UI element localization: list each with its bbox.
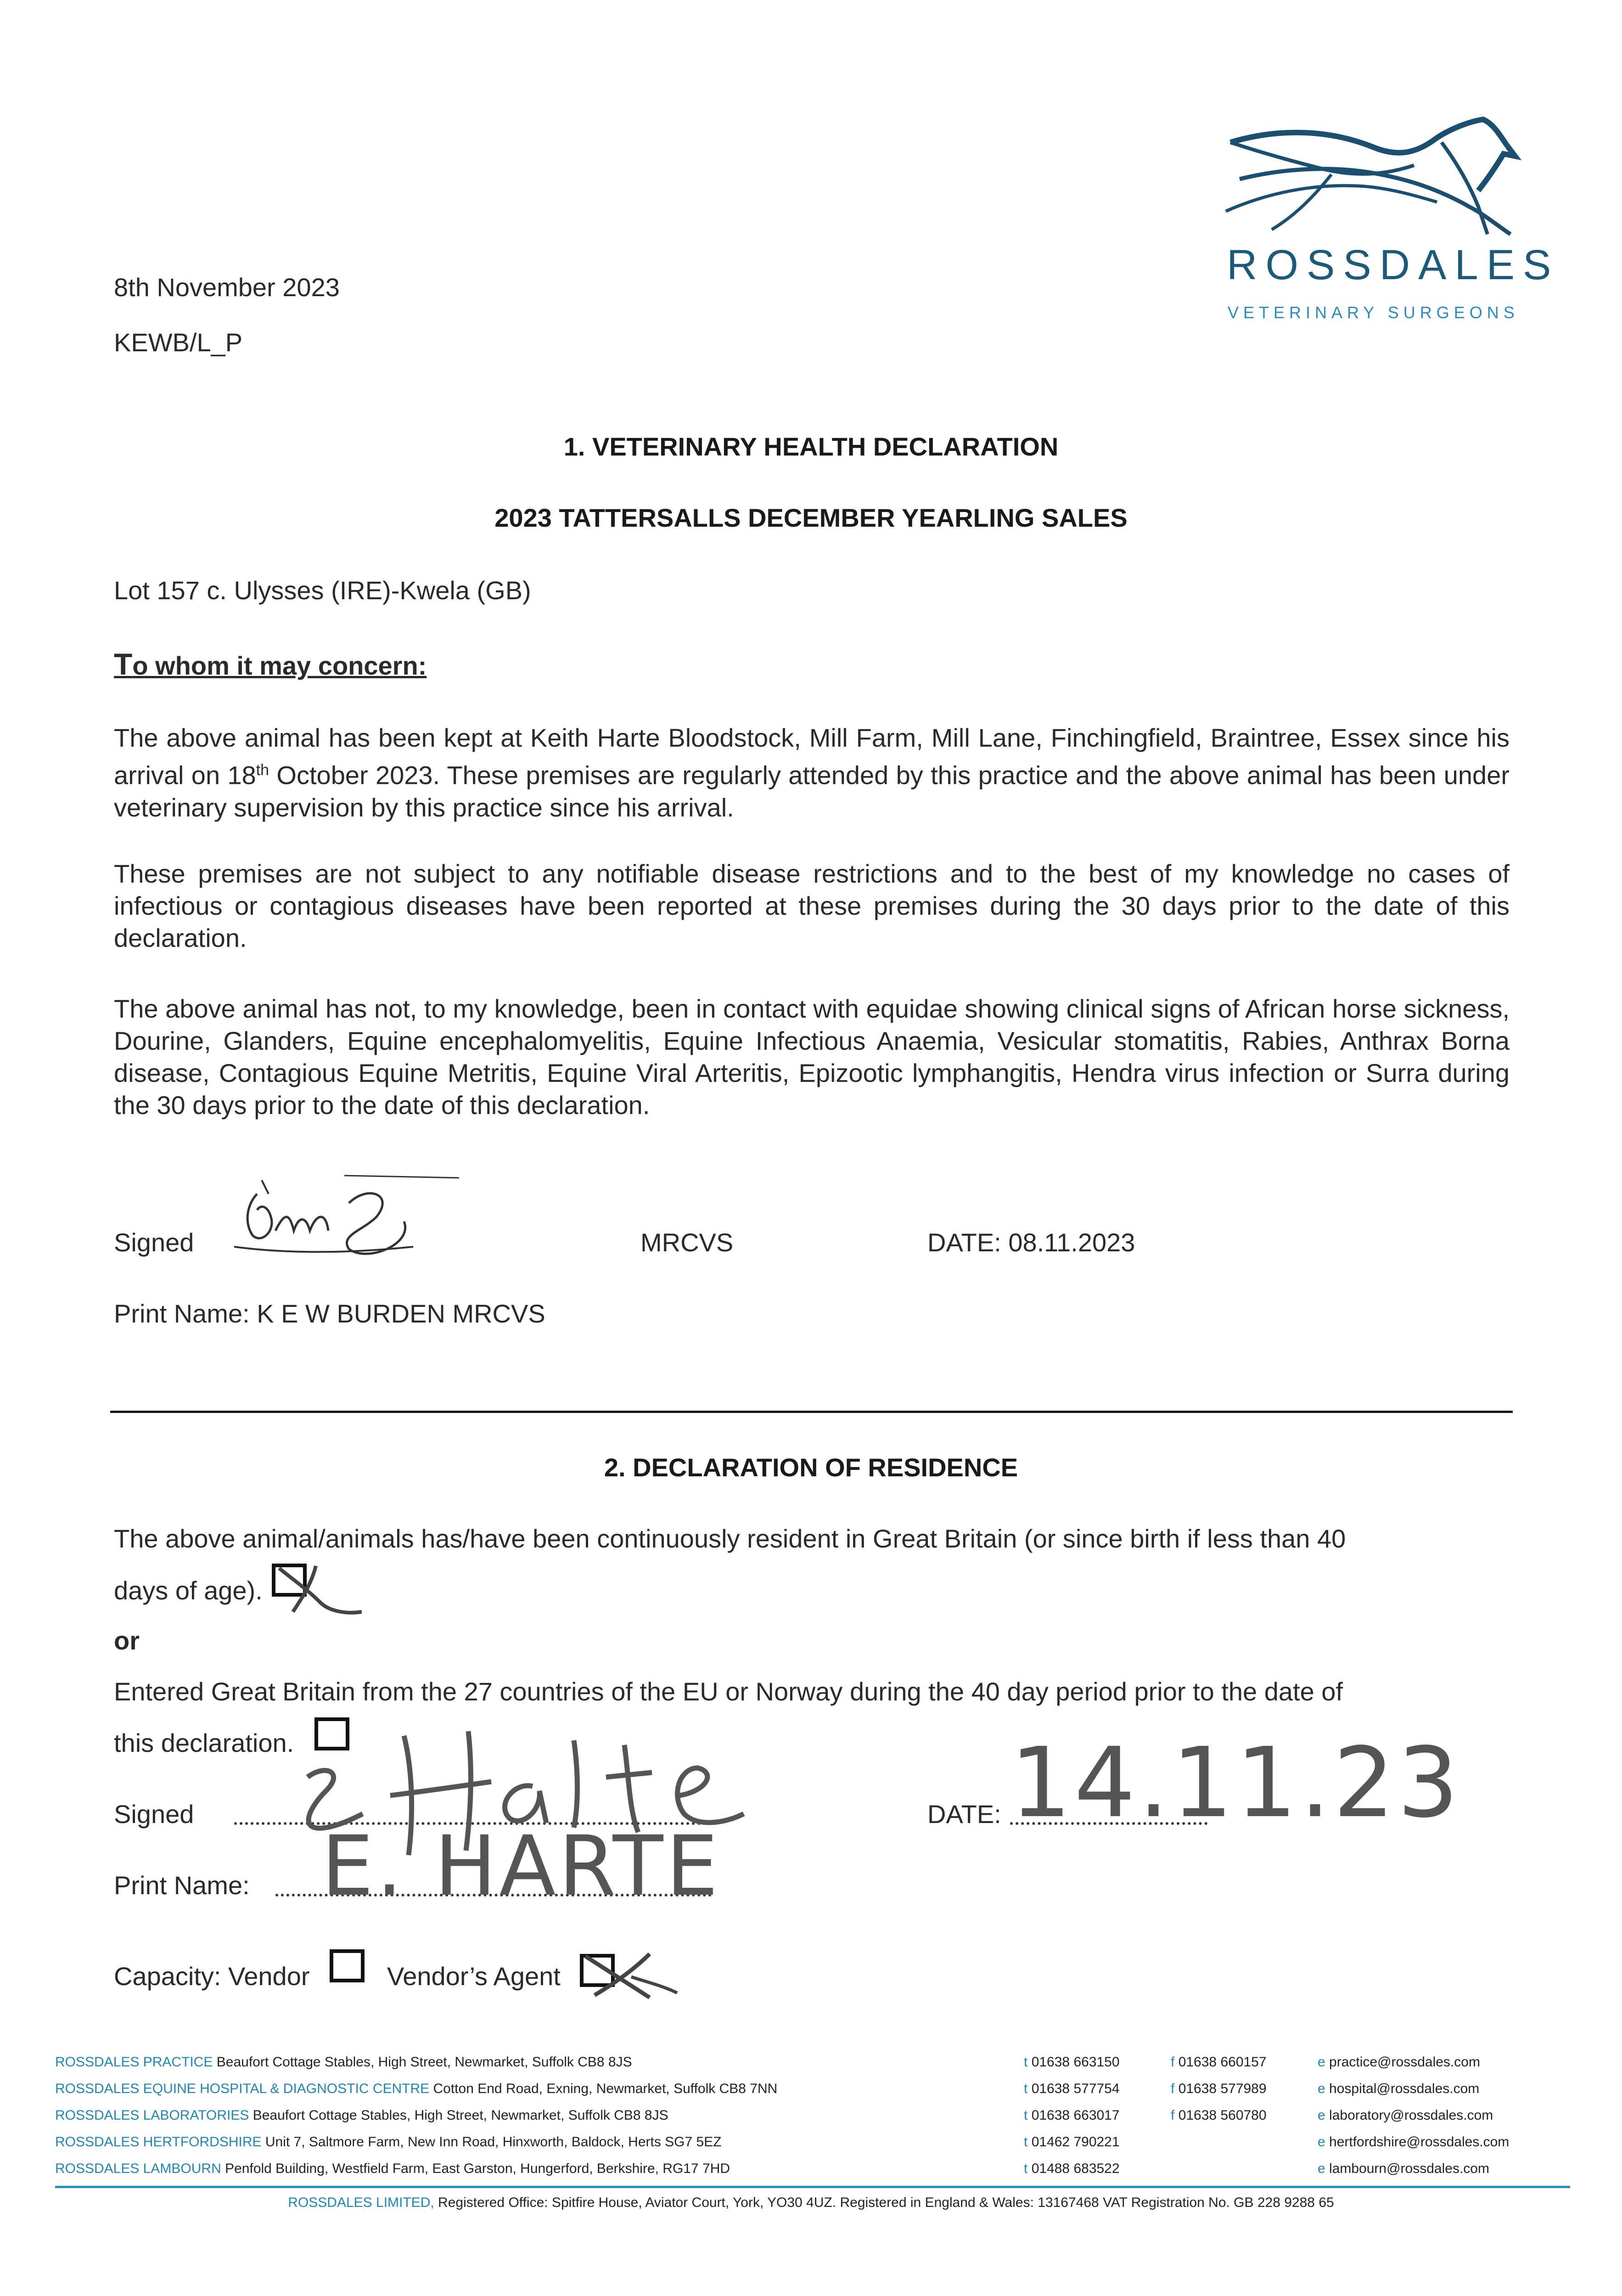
footer-row-lambourn: ROSSDALES LAMBOURN Penfold Building, Westfield Farm, East Garston, Hungerford, Berkshire, RG17 7HD t 01488 683522 e lambourn@rossdales.com bbox=[55, 2161, 1489, 2176]
footer-email-link[interactable]: lambourn@rossdales.com bbox=[1329, 2161, 1489, 2176]
section2-title: 2. DECLARATION OF RESIDENCE bbox=[604, 1453, 1018, 1482]
residence-option2-line2: this declaration. bbox=[114, 1728, 294, 1757]
logo-subtitle: VETERINARY SURGEONS bbox=[1228, 303, 1519, 322]
section2-signed-label: Signed bbox=[114, 1800, 194, 1829]
lot-description: Lot 157 c. Ulysses (IRE)-Kwela (GB) bbox=[114, 576, 531, 605]
capacity-vendor-label: Capacity: Vendor bbox=[114, 1962, 310, 1991]
footer-row-hospital: ROSSDALES EQUINE HOSPITAL & DIAGNOSTIC CENTRE Cotton End Road, Exning, Newmarket, Suffolk CB8 7NN t 01638 577754 f 01638 577989 e hospital@rossdales.com bbox=[55, 2081, 1480, 2096]
capacity-vendors-agent-label: Vendor’s Agent bbox=[387, 1962, 561, 1991]
footer-email-link[interactable]: hertfordshire@rossdales.com bbox=[1329, 2134, 1510, 2150]
salutation bbox=[114, 647, 427, 682]
footer-email-link[interactable]: laboratory@rossdales.com bbox=[1329, 2108, 1493, 2123]
veterinarian-signature bbox=[230, 1166, 468, 1258]
section2-print-name-label: Print Name: bbox=[114, 1871, 250, 1900]
footer-divider bbox=[55, 2186, 1570, 2188]
handwritten-name: E. HARTE bbox=[321, 1818, 721, 1914]
footer-email-link[interactable]: hospital@rossdales.com bbox=[1329, 2081, 1480, 2096]
handwritten-cross-mark bbox=[576, 1949, 682, 2004]
footer-row-practice: ROSSDALES PRACTICE Beaufort Cottage Stables, High Street, Newmarket, Suffolk CB8 8JS t 01638 663150 f 01638 660157 e practice@rossdales.com bbox=[55, 2054, 1480, 2070]
section1-print-name: Print Name: K E W BURDEN MRCVS bbox=[114, 1299, 545, 1328]
section-divider bbox=[110, 1411, 1513, 1413]
or-label: or bbox=[114, 1626, 140, 1655]
handwritten-check-mark bbox=[275, 1561, 366, 1621]
company-logo bbox=[1221, 110, 1560, 331]
mrcvs-label: MRCVS bbox=[640, 1228, 734, 1257]
paragraph-2: These premises are not subject to any notifiable disease restrictions and to the best of my knowledge no cases of infectious or contagious diseases have been reported at these premises during the 30 days prior to the date of this declaration. bbox=[114, 859, 1510, 952]
paragraph-3: The above animal has not, to my knowledge, been in contact with equidae showing clinical signs of African horse sickness, Dourine, Glanders, Equine encephalomyelitis, Equine Infectious Anaemia, Vesicular stomatitis, Rabies, Anthrax Borna disease, Contagious Equine Metritis, Equine Viral Arteritis, Epizootic lymphangitis, Hendra virus infection or Surra during the 30 days prior to the date of this declaration. bbox=[114, 994, 1510, 1120]
footer-email-link[interactable]: practice@rossdales.com bbox=[1329, 2054, 1480, 2070]
footer-row-laboratories: ROSSDALES LABORATORIES Beaufort Cottage Stables, High Street, Newmarket, Suffolk CB8 8JS t 01638 663017 f 01638 560780 e laboratory@rossdales.com bbox=[55, 2108, 1493, 2123]
footer-registered-office: ROSSDALES LIMITED, Registered Office: Spitfire House, Aviator Court, York, YO30 4UZ. Registered in England & Wales: 13167468 VAT Registration No. GB 228 9288 65 bbox=[288, 2195, 1334, 2210]
section2-date-label: DATE: bbox=[927, 1800, 1001, 1829]
residence-option1-line1: The above animal/animals has/have been continuously resident in Great Britain (or since birth if less than 40 bbox=[114, 1524, 1346, 1553]
section1-subtitle: 2023 TATTERSALLS DECEMBER YEARLING SALES bbox=[494, 503, 1128, 532]
salutation-rest: o whom it may concern: bbox=[132, 651, 427, 680]
reference-code: KEWB/L_P bbox=[114, 328, 243, 357]
footer-contacts bbox=[55, 2049, 1570, 2182]
footer-row-hertfordshire: ROSSDALES HERTFORDSHIRE Unit 7, Saltmore Farm, New Inn Road, Hinxworth, Baldock, Herts SG7 5EZ t 01462 790221 e hertfordshire@rossdales.com bbox=[55, 2134, 1510, 2150]
paragraph-1: The above animal has been kept at Keith Harte Bloodstock, Mill Farm, Mill Lane, Finchingfield, Braintree, Essex since his arrival on 18th October 2023. These premises are regularly attended by this practice and the above animal has been under veterinary supervision by this practice since his arrival. bbox=[114, 723, 1510, 822]
capacity-vendor-checkbox[interactable] bbox=[330, 1949, 365, 1982]
section1-title: 1. VETERINARY HEALTH DECLARATION bbox=[563, 432, 1059, 461]
handwritten-date: 14.11.23 bbox=[1010, 1727, 1462, 1839]
salutation-first-letter: T bbox=[114, 647, 133, 681]
section1-signed-label: Signed bbox=[114, 1228, 194, 1257]
logo-brand: ROSSDALES bbox=[1227, 242, 1560, 288]
letter-date: 8th November 2023 bbox=[114, 273, 340, 302]
horse-logo-icon bbox=[1221, 110, 1524, 248]
residence-option1-line2: days of age). bbox=[114, 1576, 263, 1605]
section1-date: DATE: 08.11.2023 bbox=[927, 1228, 1135, 1257]
residence-option2-line1: Entered Great Britain from the 27 countries of the EU or Norway during the 40 day period prior to the date of bbox=[114, 1677, 1343, 1706]
